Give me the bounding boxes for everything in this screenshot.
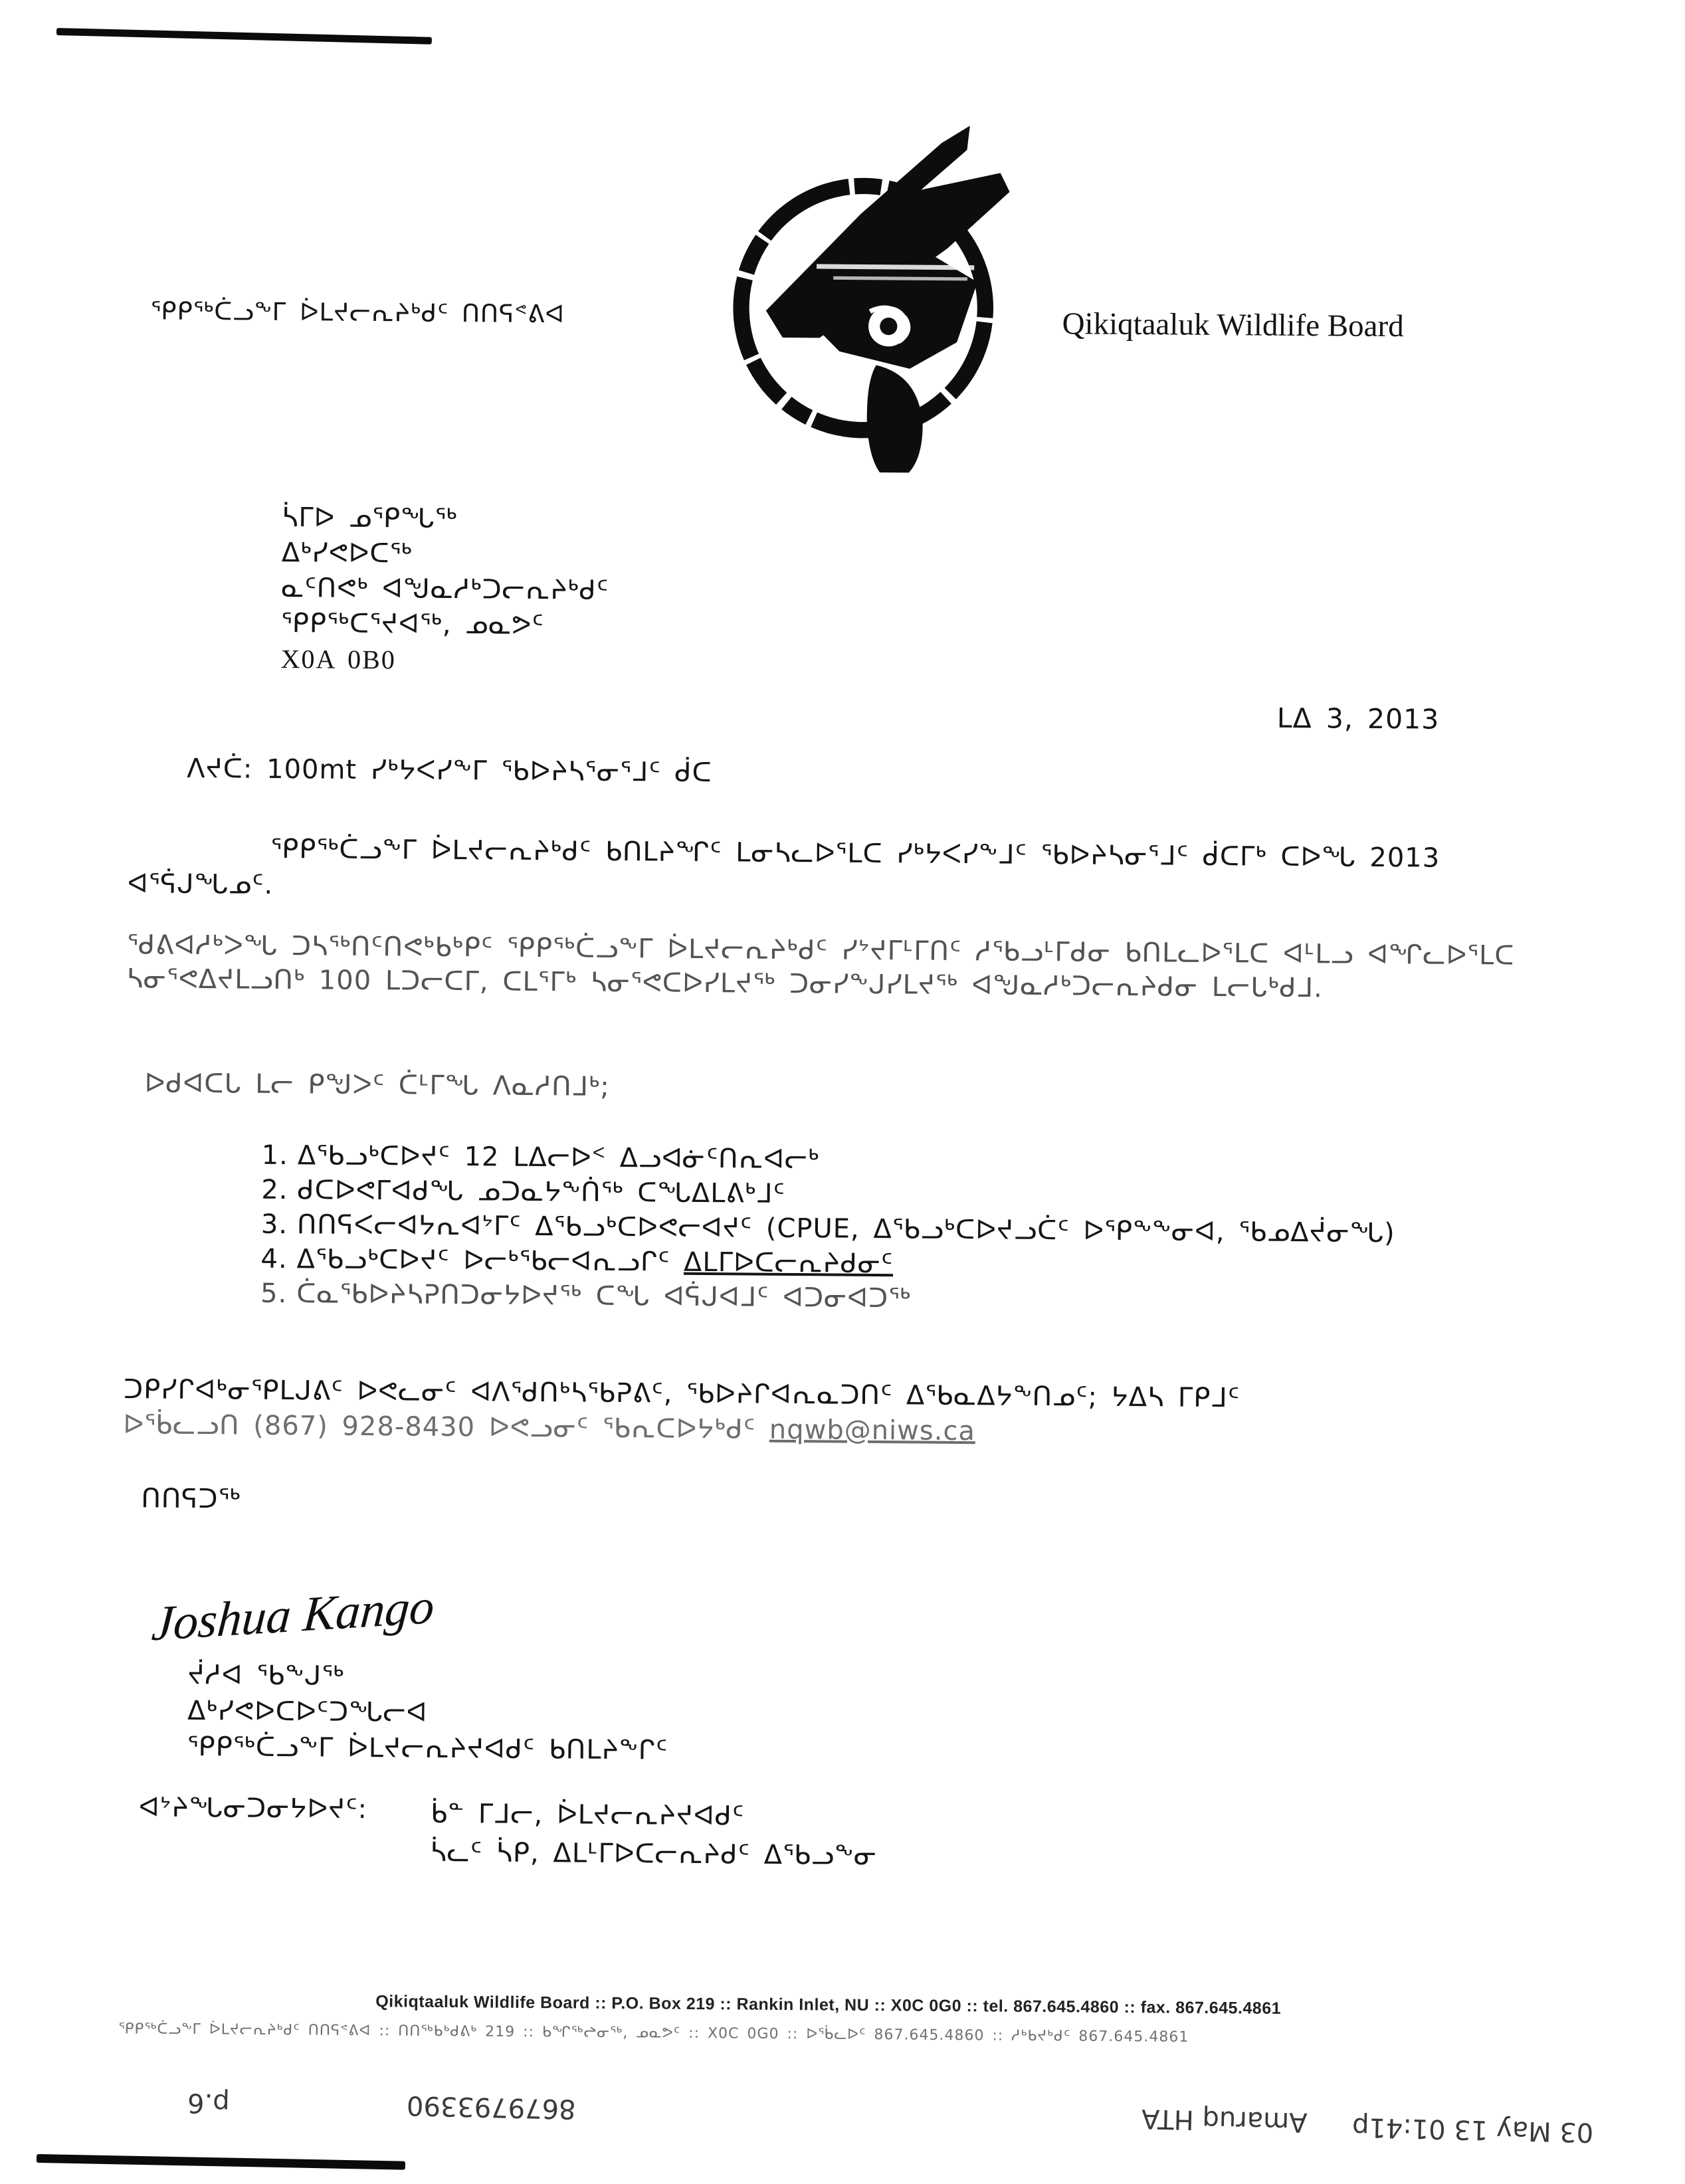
- handwritten-signature: Joshua Kango: [149, 1579, 437, 1652]
- body-paragraph-1: ᕿᑭᖅᑖᓗᖕᒥ ᐆᒪᔪᓕᕆᔨᒃᑯᑦ ᑲᑎᒪᔨᖏᑦ ᒪᓂᓴᓚᐅᕐᒪᑕ ᓯᒃᔭᐸᓯᖕᒧᑦ ᖃᐅᔨᓴᓂᕐᒧᑦ ᑰᑕᒥᒃ ᑕᐅᖓ 2013 ᐊᕐᕌᒍᖓᓄᑦ.: [127, 833, 1440, 900]
- recipient-name: ᓵᒥᐅ ᓄᕿᖓᖅ: [282, 502, 458, 535]
- list-item-number: 3.: [260, 1209, 288, 1241]
- contact-email: nqwb@niws.ca: [769, 1414, 976, 1447]
- qwb-bird-logo-icon: [714, 109, 1019, 474]
- list-item-text: ᐃᖃᓗᒃᑕᐅᔪᑦ 12 ᒪᐃᓕᐅᑉ ᐃᓗᐊᓃᑦᑎᕆᐊᓕᒃ: [297, 1140, 820, 1175]
- list-item-number: 5.: [260, 1278, 288, 1310]
- recipient-title: ᐃᒃᓯᕙᐅᑕᖅ: [281, 537, 413, 569]
- contact-phone-text: ᐅᖄᓚᓗᑎ (867) 928-8430 ᐅᕙᓗᓂᑦ ᖃᕆᑕᐅᔭᒃᑯᑦ: [123, 1409, 756, 1445]
- recipient-address-block: [280, 500, 609, 679]
- cc-block: [138, 1792, 878, 1875]
- request-list: [260, 1138, 1458, 1320]
- list-item-text: ᑯᑕᐅᕙᒥᐊᑯᖓ ᓄᑐᓇᔭᖕᑏᖅ ᑕᖓᐃᒪᕕᒃᒧᑦ: [297, 1175, 786, 1209]
- fax-stamp-fax-number: 8679793390: [406, 2090, 576, 2124]
- list-item-text: ᐃᖃᓗᒃᑕᐅᔪᑦ ᐅᓕᒃᖃᓕᐊᕆᓗᒋᑦ: [296, 1244, 670, 1278]
- list-intro: ᐅᑯᐊᑕᒐ ᒪᓕ ᑭᖑᐳᑦ ᑖᒻᒥᖓ ᐱᓇᓱᑎᒧᒃ;: [144, 1068, 610, 1102]
- footer-english: Qikiqtaaluk Wildlife Board :: P.O. Box 219 :: Rankin Inlet, NU :: X0C 0G0 :: tel. 867.645.4860 :: fax. 867.645.4861: [375, 1992, 1282, 2018]
- signer-name: ᔫᓱᐊ ᖃᖕᒍᖅ: [187, 1659, 345, 1692]
- cc-entries: [430, 1795, 877, 1875]
- recipient-organization: ᓇᑦᑎᕙᒃ ᐊᖑᓇᓱᒃᑐᓕᕆᔨᒃᑯᑦ: [281, 572, 609, 606]
- recipient-community: ᕿᑭᖅᑕᕐᔪᐊᖅ, ᓄᓇᕗᑦ: [280, 607, 544, 641]
- fax-stamp-page-number: p.6: [187, 2087, 231, 2119]
- list-item-text: ᑎᑎᕋᐸᓕᐊᔭᕆᐊᔾᒥᑦ ᐃᖃᓗᒃᑕᐅᕙᓕᐊᔪᑦ (CPUE, ᐃᖃᓗᒃᑕᐅᔪᓗᑖᑦ ᐅᕿᖕᖕᓂᐊ, ᖃᓄᐃᔫᓂᖓ): [296, 1209, 1395, 1249]
- list-item-underlined-text: ᐃᒪᒥᐅᑕᓕᕆᔨᑯᓂᑦ: [683, 1246, 894, 1280]
- cc-entry: ᓵᓚᑦ ᓵᑭ, ᐃᒪᒻᒥᐅᑕᓕᕆᔨᑯᑦ ᐃᖃᓗᖕᓂ: [430, 1837, 878, 1872]
- contact-paragraph: [123, 1372, 1592, 1454]
- letterhead-inuktitut: ᕿᑭᖅᑖᓗᖕᒥ ᐆᒪᔪᓕᕆᔨᒃᑯᑦ ᑎᑎᕋᕝᕕᐊ: [150, 296, 565, 329]
- fax-stamp-sender: Amaruq HTA: [1141, 2103, 1308, 2137]
- footer-inuktitut: ᕿᑭᖅᑖᓗᖕᒥ ᐆᒪᔪᓕᕆᔨᒃᑯᑦ ᑎᑎᕋᕝᕕᐊ :: ᑎᑎᖅᑲᒃᑯᕕᒃ 219 :: ᑲᖏᖅᖠᓂᖅ, ᓄᓇᕗᑦ :: X0C 0G0 :: ᐅᖄᓚᐅᑦ 867.645.4860 :: ᓱᒃᑲᔪᒃᑯᑦ 867.645.4861: [118, 2021, 1189, 2046]
- list-item-number: 4.: [260, 1243, 288, 1275]
- fax-stamp-datetime: 03 May 13 01:41p: [1351, 2111, 1594, 2148]
- body-paragraph-2: ᖁᕕᐊᓱᒃᐳᖓ ᑐᓴᖅᑎᑦᑎᕙᒃᑲᒃᑭᑦ ᕿᑭᖅᑖᓗᖕᒥ ᐆᒪᔪᓕᕆᔨᒃᑯᑦ ᓯᔾᔪᒥᒻᒥᑎᑦ ᓱᖃᓗᒻᒥᑯᓂ ᑲᑎᒪᓚᐅᕐᒪᑕ ᐊᒻᒪᓗ ᐊᖏᓚᐅᕐᒪᑕ ᓴᓂᕐᕙᐃᔪᒪᓗᑎᒃ 100 ᒪᑐᓕᑕᒥ, ᑕᒪᕐᒥᒃ ᓴᓂᕐᕙᑕᐅᓯᒪᔪᖅ ᑐᓂᓯᖕᒍᓯᒪᔪᖅ ᐊᖑᓇᓱᒃᑐᓕᕆᔨᑯᓂ ᒪᓕᒐᒃᑯᒧ.: [126, 930, 1515, 1004]
- recipient-postal-code: X0A 0B0: [280, 643, 396, 675]
- signer-title: ᐃᒃᓯᕙᐅᑕᐅᑦᑐᖓᓕᐊ: [187, 1695, 428, 1728]
- signer-block: [187, 1657, 668, 1769]
- list-item-number: 1.: [261, 1140, 289, 1171]
- subject-line: ᐱᔪᑖ: 100mt ᓯᒃᔭᐸᓯᖕᒥ ᖃᐅᔨᓴᕐᓂᕐᒧᑦ ᑰᑕ: [187, 753, 712, 789]
- closing-word: ᑎᑎᕋᑐᖅ: [141, 1483, 241, 1515]
- cc-label: ᐊᔾᔨᖓᓂᑐᓂᔭᐅᔪᑦ:: [138, 1792, 368, 1825]
- letter-date: ᒪᐃ 3, 2013: [1276, 702, 1440, 736]
- cc-entry: ᑳᓐ ᒥᒧᓕ, ᐆᒪᔪᓕᕆᔨᔪᐊᑯᑦ: [430, 1798, 745, 1832]
- org-name: Qikiqtaaluk Wildlife Board: [1062, 306, 1404, 344]
- list-item-number: 2.: [261, 1174, 288, 1206]
- list-item-text: ᑖᓇᖃᐅᔨᓴᕈᑎᑐᓂᔭᐅᔪᖅ ᑕᖓ ᐊᕌᒍᐊᒧᑦ ᐊᑐᓂᐊᑐᖅ: [296, 1278, 912, 1314]
- signer-organization: ᕿᑭᖅᑖᓗᖕᒥ ᐆᒪᔪᓕᕆᔨᔪᐊᑯᑦ ᑲᑎᒪᔨᖕᒋᑦ: [187, 1731, 668, 1766]
- contact-line-1: ᑐᑭᓯᒋᐊᒃᓂᕿᒪᒍᕕᑦ ᐅᕙᓚᓂᑦ ᐊᐱᖁᑎᒃᓴᖃᕈᕕᑦ, ᖃᐅᔨᒋᐊᕆᓇᑐᑎᑦ ᐃᖃᓇᐃᔭᖕᑎᓄᑦ; ᔭᐃᓴ ᒥᑭᒧᑦ: [123, 1374, 1240, 1414]
